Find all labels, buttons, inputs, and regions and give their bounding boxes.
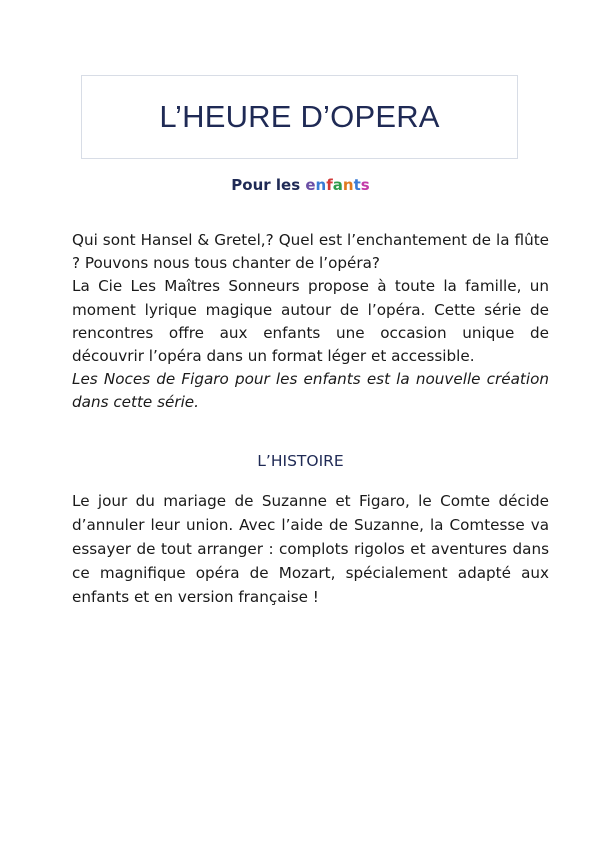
intro-paragraph-2: La Cie Les Maîtres Sonneurs propose à toute la famille, un moment lyrique magique autour de l’opéra. Cette série de rencontres offre aux enfants une occasion unique de découvrir l’opéra dans un format léger et accessible.: [72, 277, 549, 366]
subtitle: [0, 176, 601, 194]
histoire-paragraph: Le jour du mariage de Suzanne et Figaro, le Comte décide d’annuler leur union. Avec l’aide de Suzanne, la Comtesse va essayer de tout arranger : complots rigolos et aventures dans ce magnifique opéra de Mozart, spécialement adapté aux enfants et en version française !: [72, 492, 549, 606]
title-box: [81, 75, 518, 159]
intro-paragraph-1: Qui sont Hansel & Gretel,? Quel est l’enchantement de la flûte ? Pouvons nous tous chanter de l’opéra?: [72, 231, 549, 273]
subtitle-prefix: Pour les: [231, 176, 306, 194]
subtitle-highlight-letter: a: [332, 176, 343, 194]
subtitle-highlight-letter: s: [360, 176, 370, 194]
subtitle-highlight-letter: n: [315, 176, 327, 194]
subtitle-highlight-letter: f: [326, 176, 333, 194]
subtitle-highlight-letter: t: [353, 176, 361, 194]
subtitle-highlight-letter: n: [342, 176, 354, 194]
intro-section: [72, 229, 549, 415]
intro-italic-paragraph: Les Noces de Figaro pour les enfants est la nouvelle création dans cette série.: [72, 370, 549, 412]
page-title: L’HEURE D’OPERA: [159, 99, 440, 134]
histoire-heading: L’HISTOIRE: [257, 452, 344, 470]
subtitle-highlight-letter: e: [305, 176, 316, 194]
histoire-section: [72, 489, 549, 609]
subtitle-highlight: [305, 176, 369, 194]
